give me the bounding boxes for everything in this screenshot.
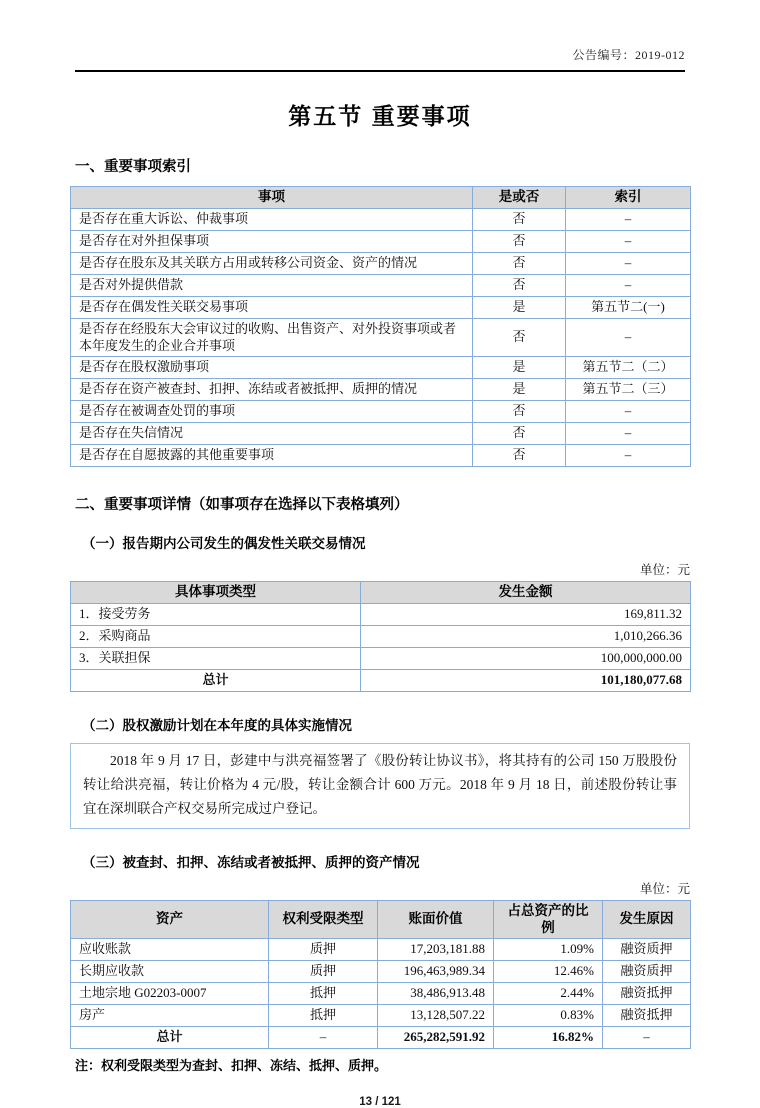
asset-cell: 长期应收款 xyxy=(71,961,269,983)
reason-cell: 融资抵押 xyxy=(603,983,691,1005)
item-cell: 是否存在经股东大会审议过的收购、出售资产、对外投资事项或者本年度发生的企业合并事项 xyxy=(71,319,473,357)
table-row xyxy=(71,604,691,626)
table-row xyxy=(71,983,691,1005)
index-cell: 第五节二(一) xyxy=(566,297,691,319)
total-book-value-cell: 265,282,591.92 xyxy=(378,1027,494,1049)
yesno-cell: 否 xyxy=(473,445,566,467)
section1-heading: 一、重要事项索引 xyxy=(75,159,191,175)
table-row xyxy=(71,626,691,648)
reason-cell: 融资抵押 xyxy=(603,1005,691,1027)
table-row xyxy=(71,445,691,467)
reason-cell: 融资质押 xyxy=(603,939,691,961)
restriction-cell: 质押 xyxy=(269,939,378,961)
ratio-cell: 2.44% xyxy=(494,983,603,1005)
item-cell: 是否对外提供借款 xyxy=(71,275,473,297)
major-events-index-table xyxy=(70,186,691,467)
yesno-cell: 否 xyxy=(473,231,566,253)
item-cell: 是否存在股东及其关联方占用或转移公司资金、资产的情况 xyxy=(71,253,473,275)
index-cell: – xyxy=(566,401,691,423)
index-cell: – xyxy=(566,253,691,275)
equity-incentive-paragraph: 2018 年 9 月 17 日，彭建中与洪亮福签署了《股份转让协议书》，将其持有的公司 150 万股股份转让给洪亮福，转让价格为 4 元/股，转让金额合计 600 万元。2018 年 9 月 18 日，前述股份转让事宜在深圳联合产权交易所完成过户登记。 xyxy=(83,753,677,816)
amount-cell: 1,010,266.36 xyxy=(361,626,691,648)
index-cell: – xyxy=(566,209,691,231)
yesno-cell: 是 xyxy=(473,357,566,379)
type-cell: 1．接受劳务 xyxy=(71,604,361,626)
amount-cell: 100,000,000.00 xyxy=(361,648,691,670)
table-row xyxy=(71,961,691,983)
table-row xyxy=(71,275,691,297)
reason-cell: 融资质押 xyxy=(603,961,691,983)
item-cell: 是否存在重大诉讼、仲裁事项 xyxy=(71,209,473,231)
yesno-cell: 是 xyxy=(473,297,566,319)
restriction-cell: 抵押 xyxy=(269,1005,378,1027)
table-row xyxy=(71,1005,691,1027)
asset-cell: 应收账款 xyxy=(71,939,269,961)
table-row xyxy=(71,401,691,423)
section2-sub2-heading: （二）股权激励计划在本年度的具体实施情况 xyxy=(82,718,352,733)
yesno-cell: 否 xyxy=(473,401,566,423)
table-row xyxy=(71,231,691,253)
total-value-cell: 101,180,077.68 xyxy=(361,670,691,692)
item-cell: 是否存在偶发性关联交易事项 xyxy=(71,297,473,319)
index-cell: 第五节二（二） xyxy=(566,357,691,379)
pledged-assets-table xyxy=(70,900,691,1049)
total-reason-cell: – xyxy=(603,1027,691,1049)
table-row xyxy=(71,297,691,319)
item-cell: 是否存在自愿披露的其他重要事项 xyxy=(71,445,473,467)
col-header-asset-ratio: 占总资产的比例 xyxy=(494,901,603,939)
yesno-cell: 否 xyxy=(473,319,566,357)
restriction-cell: 抵押 xyxy=(269,983,378,1005)
amount-cell: 169,811.32 xyxy=(361,604,691,626)
table-header-row xyxy=(71,901,691,939)
table-row xyxy=(71,423,691,445)
table-total-row xyxy=(71,670,691,692)
book-value-cell: 17,203,181.88 xyxy=(378,939,494,961)
col-header-yesno: 是或否 xyxy=(473,187,566,209)
table-note: 注：权利受限类型为查封、扣押、冻结、抵押、质押。 xyxy=(75,1058,388,1073)
header-rule xyxy=(75,70,685,72)
item-cell: 是否存在股权激励事项 xyxy=(71,357,473,379)
restriction-cell: 质押 xyxy=(269,961,378,983)
table-row xyxy=(71,209,691,231)
col-header-asset: 资产 xyxy=(71,901,269,939)
item-cell: 是否存在资产被查封、扣押、冻结或者被抵押、质押的情况 xyxy=(71,379,473,401)
equity-incentive-textbox xyxy=(70,743,690,829)
total-restriction-cell: – xyxy=(269,1027,378,1049)
item-cell: 是否存在失信情况 xyxy=(71,423,473,445)
section2-sub1-heading: （一）报告期内公司发生的偶发性关联交易情况 xyxy=(82,536,366,551)
yesno-cell: 否 xyxy=(473,275,566,297)
total-label-cell: 总计 xyxy=(71,1027,269,1049)
index-cell: – xyxy=(566,231,691,253)
table-row xyxy=(71,357,691,379)
table-row xyxy=(71,319,691,357)
type-cell: 3．关联担保 xyxy=(71,648,361,670)
total-ratio-cell: 16.82% xyxy=(494,1027,603,1049)
announcement-number: 公告编号：2019-012 xyxy=(572,48,685,62)
col-header-reason: 发生原因 xyxy=(603,901,691,939)
ratio-cell: 12.46% xyxy=(494,961,603,983)
table-header-row xyxy=(71,187,691,209)
index-cell: 第五节二（三） xyxy=(566,379,691,401)
unit-label: 单位：元 xyxy=(639,882,690,896)
asset-cell: 房产 xyxy=(71,1005,269,1027)
table-total-row xyxy=(71,1027,691,1049)
ratio-cell: 1.09% xyxy=(494,939,603,961)
book-value-cell: 196,463,989.34 xyxy=(378,961,494,983)
table-row xyxy=(71,939,691,961)
book-value-cell: 13,128,507.22 xyxy=(378,1005,494,1027)
total-label-cell: 总计 xyxy=(71,670,361,692)
page-number: 13 / 121 xyxy=(359,1096,401,1108)
index-cell: – xyxy=(566,423,691,445)
index-cell: – xyxy=(566,275,691,297)
col-header-type: 具体事项类型 xyxy=(71,582,361,604)
section2-heading: 二、重要事项详情（如事项存在选择以下表格填列） xyxy=(75,497,409,513)
col-header-item: 事项 xyxy=(71,187,473,209)
section2-sub3-heading: （三）被查封、扣押、冻结或者被抵押、质押的资产情况 xyxy=(82,855,420,870)
unit-label: 单位：元 xyxy=(639,563,690,577)
yesno-cell: 否 xyxy=(473,209,566,231)
col-header-amount: 发生金额 xyxy=(361,582,691,604)
index-cell: – xyxy=(566,445,691,467)
yesno-cell: 否 xyxy=(473,423,566,445)
type-cell: 2．采购商品 xyxy=(71,626,361,648)
yesno-cell: 否 xyxy=(473,253,566,275)
book-value-cell: 38,486,913.48 xyxy=(378,983,494,1005)
table-header-row xyxy=(71,582,691,604)
ratio-cell: 0.83% xyxy=(494,1005,603,1027)
item-cell: 是否存在对外担保事项 xyxy=(71,231,473,253)
item-cell: 是否存在被调查处罚的事项 xyxy=(71,401,473,423)
asset-cell: 土地宗地 G02203-0007 xyxy=(71,983,269,1005)
col-header-restriction-type: 权利受限类型 xyxy=(269,901,378,939)
col-header-book-value: 账面价值 xyxy=(378,901,494,939)
yesno-cell: 是 xyxy=(473,379,566,401)
table-row xyxy=(71,379,691,401)
col-header-index: 索引 xyxy=(566,187,691,209)
table-row xyxy=(71,648,691,670)
index-cell: – xyxy=(566,319,691,357)
table-row xyxy=(71,253,691,275)
related-transactions-table xyxy=(70,581,691,692)
page-title: 第五节 重要事项 xyxy=(288,103,472,129)
